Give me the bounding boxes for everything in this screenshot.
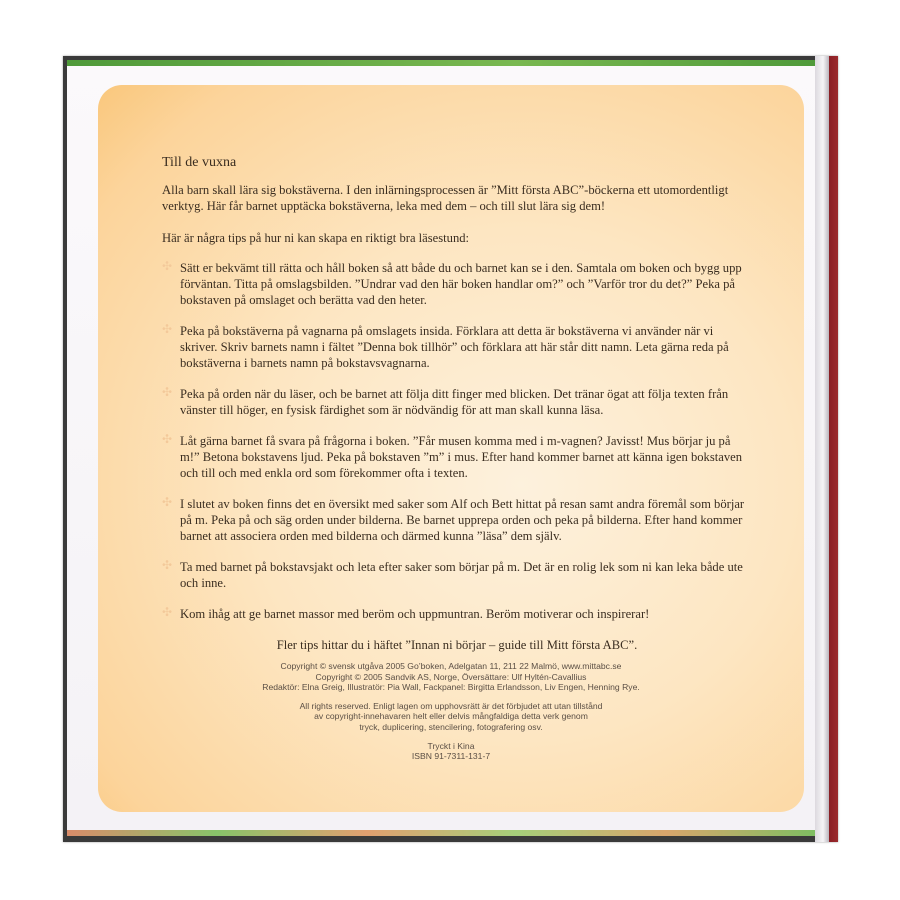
tip-item xyxy=(162,323,752,371)
rights-line: av copyright-innehavaren helt eller delvis mångfaldiga detta verk genom xyxy=(314,711,588,722)
tip-text: I slutet av boken finns det en översikt med saker som Alf och Bett hittat på resan samt andra föremål som börjar på m. Peka på och säg orden under bilderna. Be barnet upprepa orden och peka på bilderna. Efter hand kommer barnet att associera orden med bilderna och därmed kunna ”läsa” dem själv. xyxy=(180,497,745,543)
tip-item xyxy=(162,496,752,544)
tip-text: Sätt er bekvämt till rätta och håll boken så att både du och barnet kan se i den. Samtala om boken och bygg upp förväntan. Titta på omslagsbilden. ”Undrar vad den här boken handlar om?” och ”Varför tror du det?” Peka på bokstaven på omslaget och berätta vad den heter. xyxy=(180,261,742,307)
rights-line: All rights reserved. Enligt lagen om upphovsrätt är det förbjudet att utan tillstånd xyxy=(299,700,603,711)
book-spine xyxy=(815,56,838,842)
flower-bullet-icon: ✣ xyxy=(162,558,173,572)
isbn: ISBN 91-7311-131-7 xyxy=(411,751,491,762)
text-panel xyxy=(98,85,804,812)
printed-in: Tryckt i Kina xyxy=(427,740,475,751)
tip-item xyxy=(162,260,752,308)
credits-line: Redaktör: Elna Greig, Illustratör: Pia Wall, Fackpanel: Birgitta Erlandsson, Liv Engen, Henning Rye. xyxy=(262,682,640,693)
flower-bullet-icon: ✣ xyxy=(162,385,173,399)
intro-paragraph: Alla barn skall lära sig bokstäverna. I den inlärningsprocessen är ”Mitt första ABC”-böckerna ett utomordentligt verktyg. Här får barnet upptäcka bokstäverna, leka med dem – och till slut lära sig dem! xyxy=(162,183,729,213)
tip-text: Låt gärna barnet få svara på frågorna i boken. ”Får musen komma med i m-vagnen? Javisst! Mus börjar ju på m!” Betona bokstavens ljud. Peka på bokstaven ”m” i mus. Efter hand kommer barnet att känna igen bokstaven och till och med enkla ord som förekommer ofta i texten. xyxy=(180,434,743,480)
flower-bullet-icon: ✣ xyxy=(162,259,173,273)
tip-text: Peka på bokstäverna på vagnarna på omslagets insida. Förklara att detta är bokstäverna vi använder när vi skriver. Skriv barnets namn i fältet ”Denna bok tillhör” och förklara att här står ditt namn. Leta gärna reda på bokstäverna i barnets namn på bokstavsvagnarna. xyxy=(180,324,729,370)
flower-bullet-icon: ✣ xyxy=(162,432,173,446)
page-content xyxy=(162,155,752,653)
rights-line: tryck, duplicering, stencilering, fotografering osv. xyxy=(359,721,543,732)
copyright-line: Copyright © 2005 Sandvik AS, Norge, Översättare: Ulf Hyltén-Cavallius xyxy=(315,671,587,682)
tip-item xyxy=(162,559,752,591)
tip-text: Peka på orden när du läser, och be barnet att följa ditt finger med blicken. Det tränar ögat att följa texten från vänster till höger, en fysisk färdighet som är nödvändig för att man skall kunna läsa. xyxy=(180,387,729,417)
tip-item xyxy=(162,606,752,622)
tips-intro: Här är några tips på hur ni kan skapa en riktigt bra läsestund: xyxy=(162,231,470,245)
flower-bullet-icon: ✣ xyxy=(162,322,173,336)
cover-edge-top xyxy=(67,60,815,66)
colophon xyxy=(98,661,804,762)
book xyxy=(63,56,838,842)
tip-item xyxy=(162,433,752,481)
book-page xyxy=(67,60,815,836)
tip-text: Ta med barnet på bokstavsjakt och leta efter saker som börjar på m. Det är en rolig lek som ni kan leka både ute och inne. xyxy=(180,560,743,590)
tip-item xyxy=(162,386,752,418)
cover-edge-bottom xyxy=(67,830,815,836)
flower-bullet-icon: ✣ xyxy=(162,495,173,509)
flower-bullet-icon: ✣ xyxy=(162,605,173,619)
tip-text: Kom ihåg att ge barnet massor med beröm och uppmuntran. Beröm motiverar och inspirerar! xyxy=(180,607,650,621)
closing-line: Fler tips hittar du i häftet ”Innan ni börjar – guide till Mitt första ABC”. xyxy=(276,638,638,652)
copyright-line: Copyright © svensk utgåva 2005 Go’boken, Adelgatan 11, 211 22 Malmö, www.mittabc.se xyxy=(280,661,622,671)
page-heading: Till de vuxna xyxy=(162,155,237,170)
